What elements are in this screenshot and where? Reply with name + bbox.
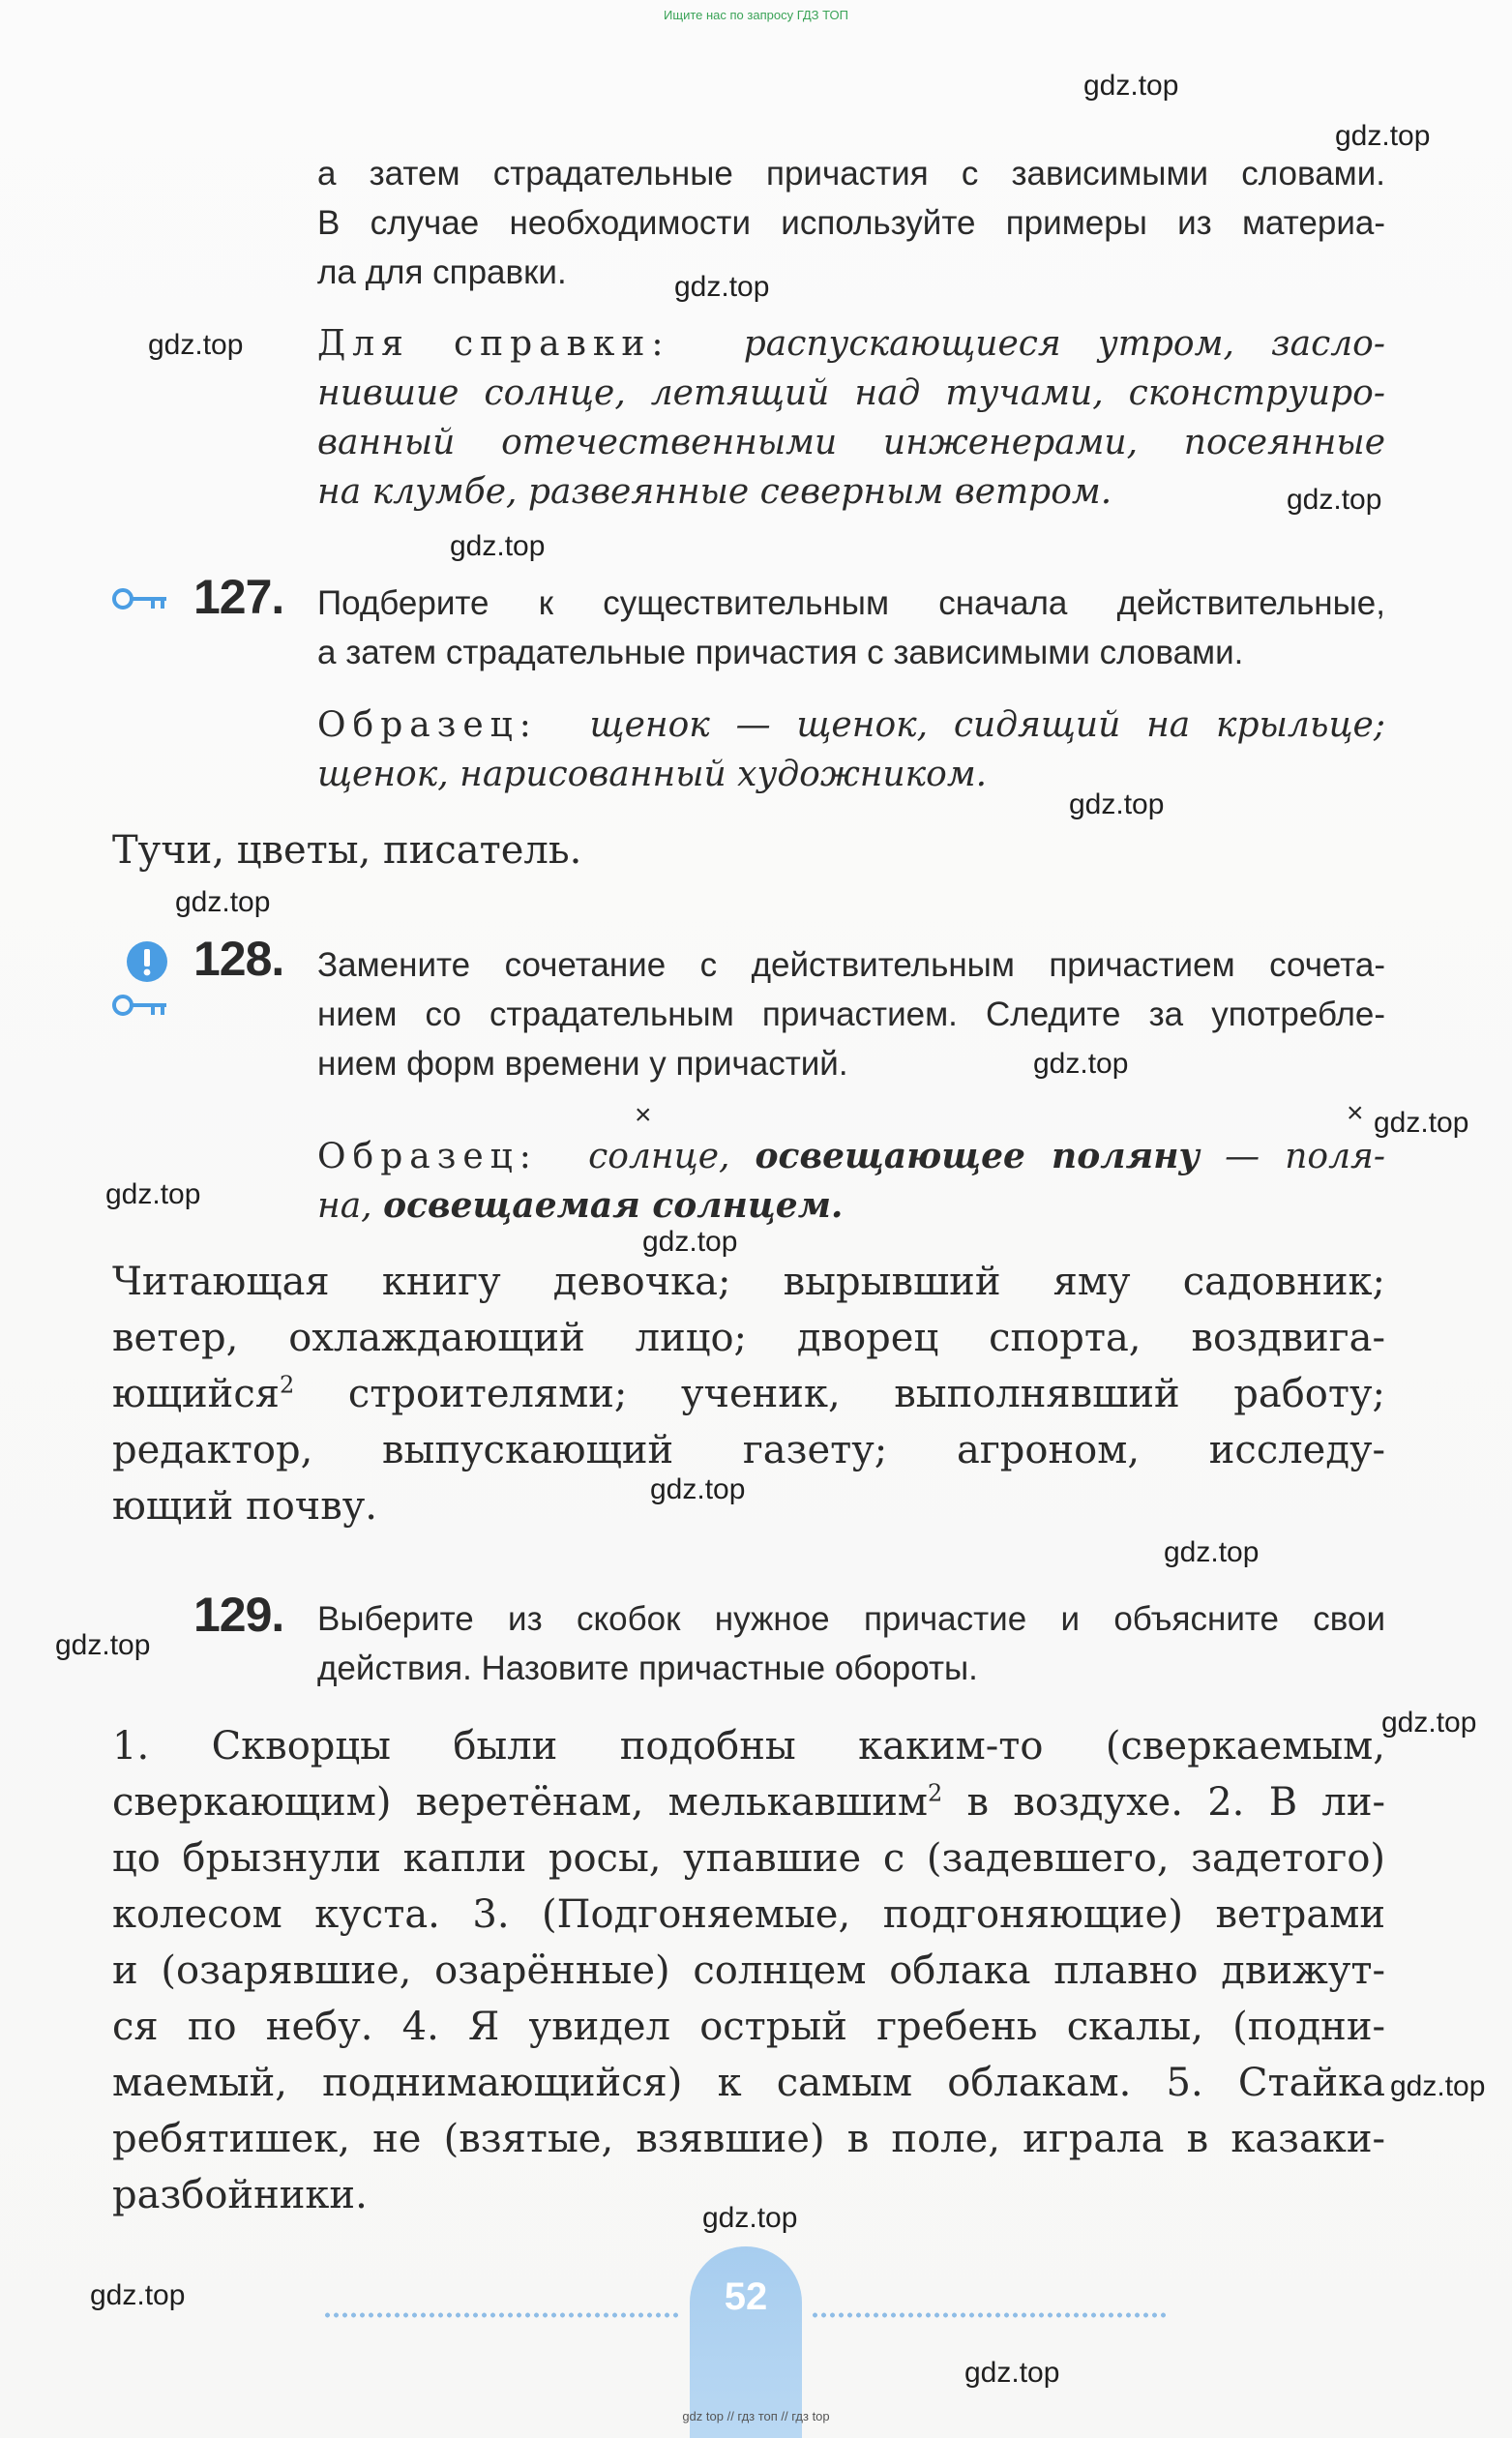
intro-line: ла для справки.	[317, 253, 567, 291]
instruction-line: действия. Назовите причастные обороты.	[317, 1650, 978, 1687]
task-line: ребятишек, не (взятые, взявшие) в поле, играла в казаки-	[112, 2117, 1385, 2161]
watermark: gdz.top	[450, 530, 546, 562]
key-icon	[112, 586, 168, 611]
watermark: gdz.top	[702, 2202, 798, 2234]
exercise-128-instructions	[317, 940, 1385, 1088]
footnote-marker: 2	[927, 1779, 943, 1807]
exercise-127-words	[112, 822, 1385, 878]
stress-mark: ×	[635, 1099, 652, 1131]
sample-text: — поля-	[1225, 1137, 1385, 1176]
watermark: gdz.top	[148, 329, 244, 361]
instruction-line: Подберите к существительным сначала действительные,	[317, 584, 1385, 622]
task-line: колесом куста. 3. (Подгоняемые, подгоняющие) ветрами	[112, 1892, 1385, 1937]
watermark: gdz.top	[1335, 120, 1431, 152]
exclamation-icon	[126, 940, 168, 983]
task-line: разбойники.	[112, 2173, 368, 2217]
task-line: редактор, выпускающий газету; агроном, исследу-	[112, 1428, 1385, 1472]
task-line: ющий почву.	[112, 1484, 378, 1529]
watermark: gdz.top	[1033, 1048, 1129, 1080]
reference-line: ванный отечественными инженерами, посеянные	[317, 423, 1385, 462]
reference-line: нившие солнце, летящий над тучами, сконструиро-	[317, 373, 1385, 413]
bottom-banner: gdz top // гдз топ // гдз top	[682, 2409, 830, 2423]
intro-line: а затем страдательные причастия с зависимыми словами.	[317, 155, 1385, 193]
task-line: ющийся$^2$ строителями; ученик, выполнявший работу;	[112, 1371, 1385, 1416]
top-banner: Ищите нас по запросу ГДЗ ТОП	[664, 8, 848, 22]
exercise-127-sample	[317, 700, 1385, 799]
reference-line: распускающиеся утром, засло-	[743, 324, 1385, 364]
sample-text-bold: освещаемая солнцем.	[383, 1185, 844, 1226]
sample-text: щенок, нарисованный художником.	[317, 755, 988, 794]
instruction-line: нием со страдательным причастием. Следите за употребле-	[317, 996, 1385, 1033]
exercise-128-sample	[317, 1132, 1385, 1231]
watermark: gdz.top	[90, 2279, 186, 2311]
footnote-marker: 2	[279, 1371, 295, 1399]
reference-label: Для справки:	[317, 324, 670, 364]
watermark: gdz.top	[1374, 1107, 1469, 1139]
exercise-number-129: 129.	[193, 1588, 284, 1642]
watermark: gdz.top	[1381, 1707, 1477, 1739]
task-line: сверкающим) веретёнам, мелькавшим$^2$ в воздухе. 2. В ли-	[112, 1779, 1385, 1825]
sample-label: Образец:	[317, 705, 538, 745]
sample-label: Образец:	[317, 1137, 538, 1176]
footer-dots-left	[323, 2312, 681, 2318]
task-line: Читающая книгу девочка; вырывший яму садовник;	[112, 1260, 1385, 1304]
watermark: gdz.top	[650, 1473, 746, 1505]
stress-mark: ×	[1347, 1097, 1364, 1129]
task-line: 1. Скворцы были подобны каким-то (сверкаемым,	[112, 1724, 1385, 1769]
watermark: gdz.top	[55, 1629, 151, 1661]
watermark: gdz.top	[1164, 1536, 1260, 1568]
reference-line: на клумбе, развеянные северным ветром.	[317, 472, 1112, 512]
intro-line: В случае необходимости используйте примеры из материа-	[317, 204, 1385, 242]
task-line: ся по небу. 4. Я увидел острый гребень скалы, (подни-	[112, 2005, 1385, 2049]
watermark: gdz.top	[642, 1226, 738, 1258]
task-line: маемый, поднимающийся) к самым облакам. 5. Стайка	[112, 2061, 1385, 2105]
sample-text-bold: освещающее поляну	[755, 1136, 1201, 1176]
instruction-line: Замените сочетание с действительным причастием сочета-	[317, 946, 1385, 984]
instruction-line: Выберите из скобок нужное причастие и объясните свои	[317, 1600, 1385, 1638]
exercise-129-instructions	[317, 1594, 1385, 1693]
intro-paragraph	[317, 149, 1385, 297]
exercise-127-instructions	[317, 579, 1385, 677]
exercise-number-127: 127.	[193, 570, 284, 624]
sample-text: на,	[317, 1186, 372, 1226]
watermark: gdz.top	[175, 886, 271, 918]
instruction-line: а затем страдательные причастия с зависимыми словами.	[317, 634, 1244, 671]
instruction-line: нием форм времени у причастий.	[317, 1045, 848, 1083]
exercise-128-task	[112, 1254, 1385, 1534]
sample-text: солнце,	[588, 1137, 730, 1176]
watermark: gdz.top	[1287, 484, 1382, 516]
watermark: gdz.top	[105, 1178, 201, 1210]
task-line: ветер, охлаждающий лицо; дворец спорта, воздвига-	[112, 1316, 1385, 1360]
footer-dots-right	[811, 2312, 1169, 2318]
exercise-number-128: 128.	[193, 932, 284, 986]
task-line: Тучи, цветы, писатель.	[112, 828, 582, 873]
watermark: gdz.top	[1069, 788, 1165, 820]
sample-text: щенок — щенок, сидящий на крыльце;	[589, 705, 1385, 745]
page-number: 52	[724, 2275, 768, 2318]
watermark: gdz.top	[1390, 2070, 1486, 2102]
task-line: цо брызнули капли росы, упавшие с (задевшего, задетого)	[112, 1836, 1385, 1881]
exercise-129-task	[112, 1718, 1385, 2223]
task-line: и (озарявшие, озарённые) солнцем облака плавно движут-	[112, 1948, 1385, 1993]
key-icon	[112, 993, 168, 1018]
reference-block	[317, 319, 1385, 517]
watermark: gdz.top	[1083, 70, 1179, 102]
watermark: gdz.top	[674, 271, 770, 303]
watermark: gdz.top	[964, 2357, 1060, 2389]
